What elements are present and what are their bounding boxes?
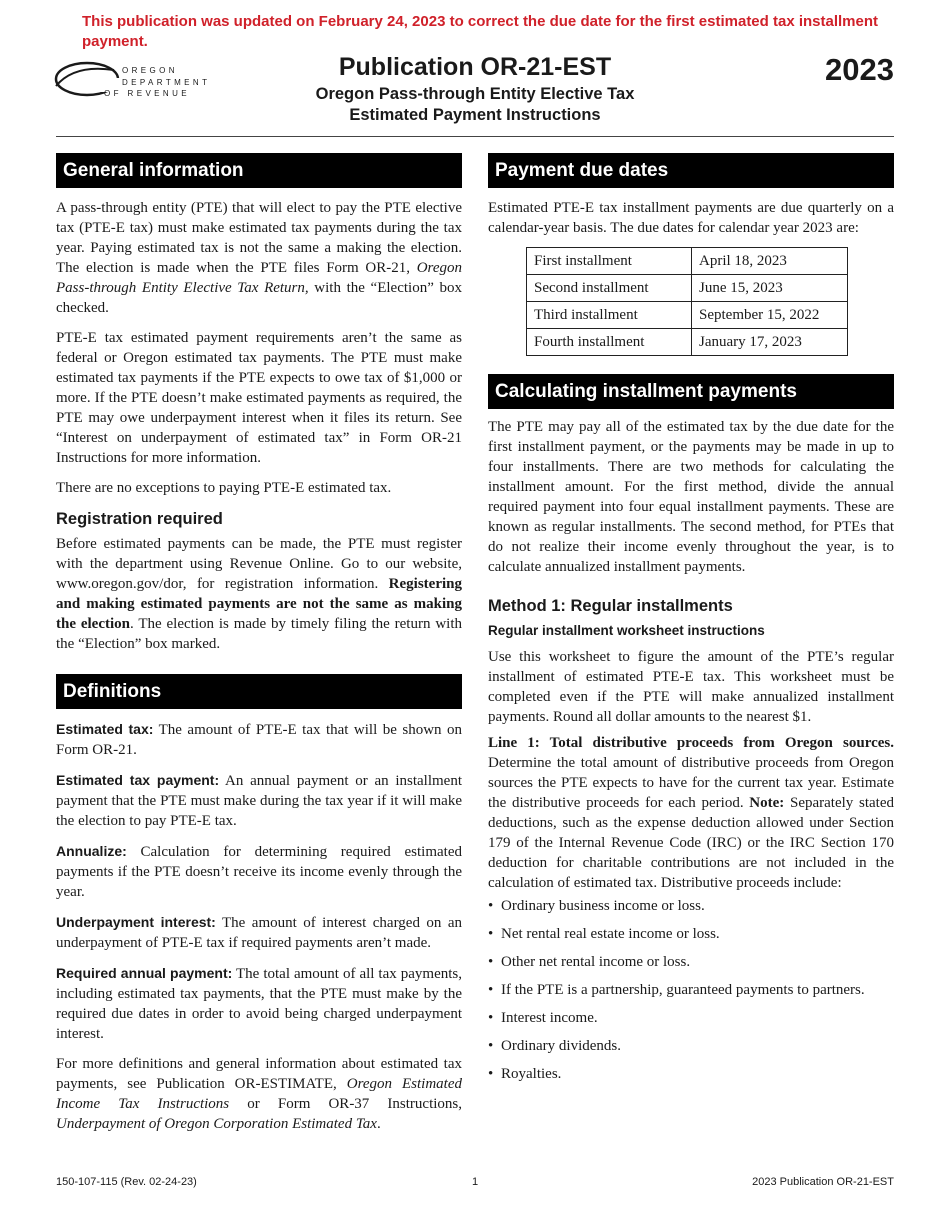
installment-label: Second installment xyxy=(527,275,692,302)
definition-item: Underpayment interest: The amount of interest charged on an underpayment of PTE-E tax if required payments aren’t made. xyxy=(56,914,462,951)
calculating-paragraph: The PTE may pay all of the estimated tax by the due date for the first installment payment, or the payments may be made in up to four installments. There are two methods for calculating the installment amount. For the first method, divide the annual required payment into four equal installment payments. These are known as regular installments. The second method, for PTEs that do not realize their income evenly throughout the year, is to calculate annualized installment payments. xyxy=(488,419,894,575)
line-1-paragraph: Line 1: Total distributive proceeds from Oregon sources. Determine the total amount of distributive proceeds from Oregon sources the PTE expects to have for the current tax year. Estimate the distributive proceeds for each period. Note: Separately stated deductions, such as the expense deduction allowed under Section 179 of the Internal Revenue Code (IRC) or the IRC Section 170 deduction for charitable contributions are not included in the calculation of estimated tax. Distributive proceeds include: xyxy=(488,735,894,891)
definition-item: Annualize: Calculation for determining required estimated payments if the PTE doesn’t receive its income evenly through the year. xyxy=(56,843,462,900)
method-1-heading: Method 1: Regular installments xyxy=(488,597,733,615)
list-item: • If the PTE is a partnership, guaranteed payments to partners. xyxy=(488,981,894,1000)
definition-item: Required annual payment: The total amount of all tax payments, including estimated tax payments, that the PTE must make by the required due dates in order to avoid being charged underpayment interest. xyxy=(56,965,462,1042)
footer-form-number: 150-107-115 (Rev. 02-24-23) xyxy=(56,1176,197,1188)
list-item: • Ordinary dividends. xyxy=(488,1037,894,1056)
worksheet-paragraph: Use this worksheet to figure the amount of the PTE’s regular installment of estimated PTE-E tax. This worksheet must be completed even if the PTE will make annualized installment payments. Round all dollar amounts to the nearest $1. xyxy=(488,649,894,725)
calculating-installment-payments-heading: Calculating installment payments xyxy=(488,374,894,409)
left-column xyxy=(56,153,462,1134)
installment-date: September 15, 2022 xyxy=(692,302,848,329)
publication-subtitle-line-2: Estimated Payment Instructions xyxy=(349,106,601,124)
installment-label: Fourth installment xyxy=(527,329,692,356)
due-dates-intro: Estimated PTE-E tax installment payments are due quarterly on a calendar-year basis. The due dates for calendar year 2023 are: xyxy=(488,200,894,236)
list-item: • Ordinary business income or loss. xyxy=(488,897,894,916)
definitions-heading: Definitions xyxy=(56,674,462,709)
installment-label: First installment xyxy=(527,248,692,275)
table-row xyxy=(527,302,848,329)
registration-paragraph: Before estimated payments can be made, the PTE must register with the department using Revenue Online. Go to our website, www.oregon.gov/dor, for registration information. Registering and making estimated payments are not the same as making the election. The election is made by timely filing the return with the “Election” box marked. xyxy=(56,536,462,652)
installment-date: January 17, 2023 xyxy=(692,329,848,356)
distributive-proceeds-list xyxy=(488,897,894,1084)
definition-item: Estimated tax payment: An annual payment or an installment payment that the PTE must make during the tax year if it will make the election to pay PTE-E tax. xyxy=(56,772,462,829)
logo-text-oregon: OREGON xyxy=(122,66,178,75)
payment-due-dates-heading: Payment due dates xyxy=(488,153,894,188)
list-item: • Interest income. xyxy=(488,1009,894,1028)
table-row xyxy=(527,248,848,275)
list-item: • Net rental real estate income or loss. xyxy=(488,925,894,944)
header-divider xyxy=(56,136,894,137)
logo-text-of-revenue: OF REVENUE xyxy=(104,89,191,98)
general-paragraph-1: A pass-through entity (PTE) that will elect to pay the PTE elective tax (PTE-E tax) must make estimated tax payments during the tax year. Paying estimated tax is not the same a making the election. The election is made when the PTE files Form OR-21, Oregon Pass-through Entity Elective Tax Return, with the “Election” box checked. xyxy=(56,200,462,316)
definition-item: Estimated tax: The amount of PTE-E tax that will be shown on Form OR-21. xyxy=(56,721,462,758)
footer-page-number: 1 xyxy=(472,1176,479,1188)
list-item: • Royalties. xyxy=(488,1065,894,1084)
list-item: • Other net rental income or loss. xyxy=(488,953,894,972)
table-row xyxy=(527,329,848,356)
footer-publication: 2023 Publication OR-21-EST xyxy=(752,1176,894,1188)
oregon-dor-logo xyxy=(54,56,211,102)
publication-year: 2023 xyxy=(825,52,894,87)
registration-required-heading: Registration required xyxy=(56,510,223,528)
due-dates-table xyxy=(526,247,848,356)
worksheet-instructions-heading: Regular installment worksheet instructions xyxy=(488,623,765,638)
right-column xyxy=(488,153,894,1093)
update-notice: This publication was updated on February 24, 2023 to correct the due date for the first estimated tax installment payment. xyxy=(82,13,879,50)
installment-date: April 18, 2023 xyxy=(692,248,848,275)
installment-date: June 15, 2023 xyxy=(692,275,848,302)
logo-text-department: DEPARTMENT xyxy=(122,78,211,87)
general-paragraph-3: There are no exceptions to paying PTE-E estimated tax. xyxy=(56,480,392,496)
general-information-heading: General information xyxy=(56,153,462,188)
installment-label: Third installment xyxy=(527,302,692,329)
publication-subtitle-line-1: Oregon Pass-through Entity Elective Tax xyxy=(315,85,635,103)
general-paragraph-2: PTE-E tax estimated payment requirements aren’t the same as federal or Oregon estimated tax payments. The PTE must make estimated tax payments if the PTE expects to owe tax of $1,000 or more. If the PTE doesn’t make estimated payments as required, the PTE may owe underpayment interest when it files its return. See “Interest on underpayment of estimated tax” in Form OR-21 Instructions for more information. xyxy=(56,330,462,466)
definitions-list xyxy=(56,719,462,1044)
definitions-closing-paragraph: For more definitions and general information about estimated tax payments, see Publication OR-ESTIMATE, Oregon Estimated Income Tax Instructions or Form OR-37 Instructions, Underpayment of Oregon Corporation Estimated Tax. xyxy=(56,1056,463,1132)
table-row xyxy=(527,275,848,302)
publication-title: Publication OR-21-EST xyxy=(338,53,612,81)
